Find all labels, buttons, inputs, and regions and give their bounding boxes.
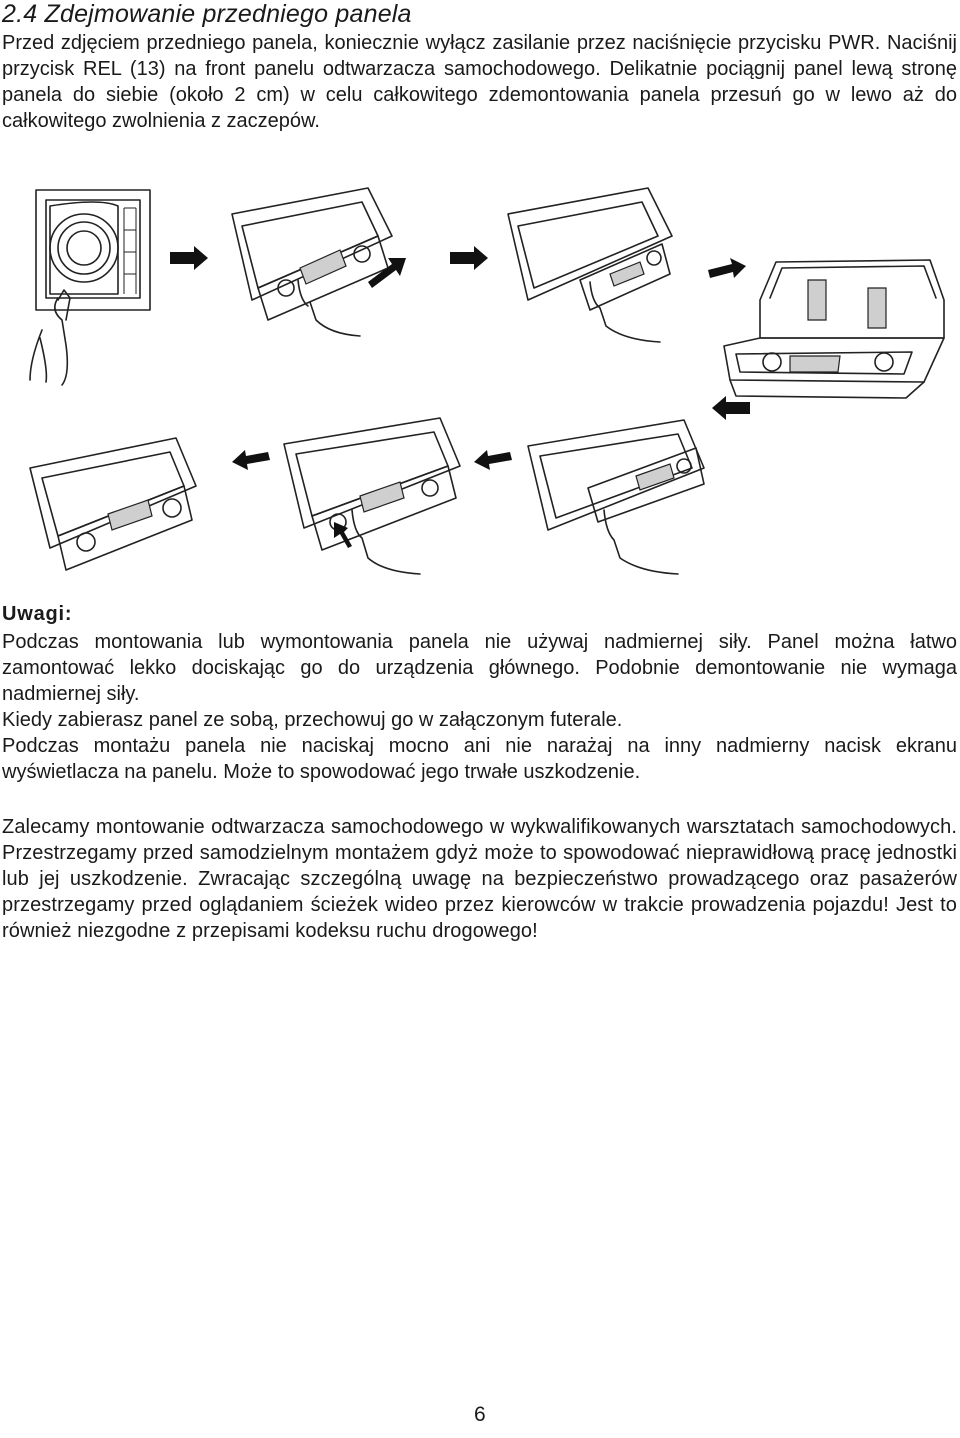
arrow-right-icon [450,246,488,270]
arrow-left-icon [712,396,750,420]
note-item: Podczas montowania lub wymontowania panela nie używaj nadmiernej siły. Panel można łatwo zamontować lekko dociskając go do urządzenia głównego. Podobnie demontowanie nie wymaga nadmiernej siły. [2,631,957,705]
mounted-unit-illustration [30,438,196,570]
notes-list [2,629,957,785]
insert-panel-illustration [284,418,460,574]
hook-panel-illustration [528,420,704,574]
slide-panel-illustration [508,188,672,342]
panel-in-case-illustration [724,260,944,398]
notes-title: Uwagi: [2,603,73,625]
arrow-left-icon [474,450,512,470]
page-number: 6 [474,1403,486,1426]
panel-removal-illustrations [0,170,960,590]
section-heading: 2.4 Zdejmowanie przedniego panela [2,0,412,28]
pull-panel-illustration [232,188,392,336]
note-item: Podczas montażu panela nie naciskaj mocno ani nie narażaj na inny nadmierny nacisk ekranu wyświetlacza na panelu. Może to spowodować jego trwałe uszkodzenie. [2,735,957,783]
press-release-button-illustration [30,190,150,385]
arrow-right-icon [170,246,208,270]
note-item: Kiedy zabierasz panel ze sobą, przechowuj go w załączonym futerale. [2,709,623,731]
arrow-right-icon [708,258,746,278]
recommendation-paragraph: Zalecamy montowanie odtwarzacza samochodowego w wykwalifikowanych warsztatach samochodowych. Przestrzegamy przed samodzielnym montażem gdyż może to spowodować nieprawidłową pracę jednostki lub jej uszkodzenie. Zwracając szczególną uwagę na bezpieczeństwo prowadzącego oraz pasażerów przestrzegamy przed oglądaniem ścieżek wideo przez kierowców w trakcie prowadzenia pojazdu! Jest to również niezgodne z przepisami kodeksu ruchu drogowego! [2,816,957,942]
intro-paragraph: Przed zdjęciem przedniego panela, koniecznie wyłącz zasilanie przez naciśnięcie przycisku PWR. Naciśnij przycisk REL (13) na front panelu odtwarzacza samochodowego. Delikatnie pociągnij panel lewą stronę panela do siebie (około 2 cm) w celu całkowitego zdemontowania panela przesuń go w lewo aż do całkowitego zwolnienia z zaczepów. [2,32,957,132]
arrow-left-icon [232,450,270,470]
